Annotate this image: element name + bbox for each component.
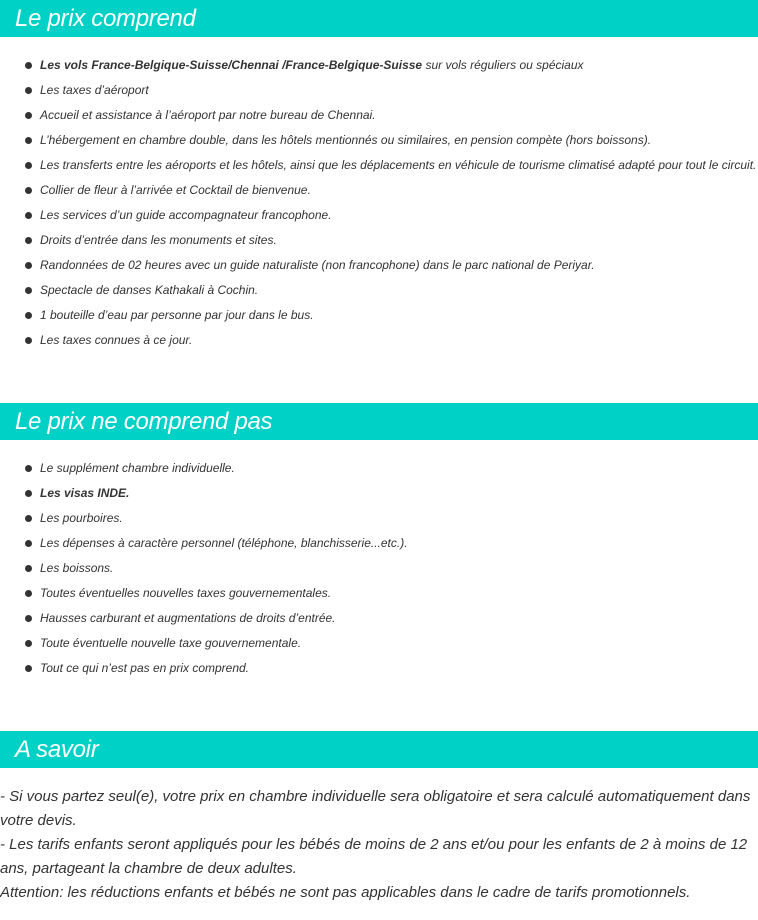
- list-item-bold-text: Les vols France-Belgique-Suisse/Chennai /France-Belgique-Suisse: [40, 58, 423, 72]
- list-item: [0, 203, 758, 228]
- bullet-icon: [25, 262, 32, 269]
- list-item: [0, 556, 758, 581]
- list-item: [0, 581, 758, 606]
- bullet-icon: [25, 590, 32, 597]
- bullet-icon: [25, 665, 32, 672]
- included-section-header: [0, 0, 758, 37]
- list-item: [0, 606, 758, 631]
- list-item: [0, 278, 758, 303]
- savoir-line: - Les tarifs enfants seront appliqués pour les bébés de moins de 2 ans et/ou pour les enfants de 2 à moins de 12 ans, partageant la chambre de deux adultes.: [0, 836, 748, 877]
- list-item-text: Les taxes connues à ce jour.: [40, 333, 193, 347]
- list-item-text: L’hébergement en chambre double, dans les hôtels mentionnés ou similaires, en pension compète (hors boissons).: [40, 133, 652, 147]
- list-item-text: Les pourboires.: [40, 511, 123, 525]
- list-item-bold-text: Les visas INDE.: [40, 486, 130, 500]
- list-item-text: Les transferts entre les aéroports et les hôtels, ainsi que les déplacements en véhicule de tourisme climatisé adapté pour tout le circuit.: [40, 158, 757, 172]
- list-item: [0, 153, 758, 178]
- excluded-section-header: [0, 403, 758, 440]
- included-section-title: Le prix comprend: [15, 5, 196, 32]
- list-item: [0, 481, 758, 506]
- list-item: [0, 656, 758, 681]
- bullet-icon: [25, 490, 32, 497]
- list-item-text: Toute éventuelle nouvelle taxe gouvernementale.: [40, 636, 302, 650]
- bullet-icon: [25, 515, 32, 522]
- excluded-list: [0, 456, 758, 681]
- savoir-line: Attention: les réductions enfants et bébés ne sont pas applicables dans le cadre de tarifs promotionnels.: [0, 884, 691, 901]
- bullet-icon: [25, 62, 32, 69]
- savoir-text: [0, 785, 758, 905]
- list-item: [0, 178, 758, 203]
- bullet-icon: [25, 337, 32, 344]
- list-item-text: Tout ce qui n’est pas en prix comprend.: [40, 661, 250, 675]
- bullet-icon: [25, 237, 32, 244]
- list-item: [0, 456, 758, 481]
- included-list: [0, 53, 758, 353]
- bullet-icon: [25, 87, 32, 94]
- list-item-text: Spectacle de danses Kathakali à Cochin.: [40, 283, 259, 297]
- list-item-text: Les taxes d’aéroport: [40, 83, 149, 97]
- list-item-text: Toutes éventuelles nouvelles taxes gouvernementales.: [40, 586, 332, 600]
- list-item-text: Randonnées de 02 heures avec un guide naturaliste (non francophone) dans le parc national de Periyar.: [40, 258, 595, 272]
- list-item-text: Droits d’entrée dans les monuments et sites.: [40, 233, 277, 247]
- list-item-text: Accueil et assistance à l’aéroport par notre bureau de Chennai.: [40, 108, 376, 122]
- bullet-icon: [25, 137, 32, 144]
- bullet-icon: [25, 287, 32, 294]
- list-item: [0, 506, 758, 531]
- savoir-section-header: [0, 731, 758, 768]
- list-item-text: Les boissons.: [40, 561, 114, 575]
- list-item: [0, 103, 758, 128]
- list-item: [0, 53, 758, 78]
- bullet-icon: [25, 212, 32, 219]
- list-item-text: Les services d’un guide accompagnateur francophone.: [40, 208, 332, 222]
- excluded-section-title: Le prix ne comprend pas: [15, 408, 273, 435]
- list-item: [0, 253, 758, 278]
- list-item-text: Collier de fleur à l’arrivée et Cocktail de bienvenue.: [40, 183, 311, 197]
- bullet-icon: [25, 187, 32, 194]
- bullet-icon: [25, 112, 32, 119]
- savoir-line: - Si vous partez seul(e), votre prix en chambre individuelle sera obligatoire et sera calculé automatiquement dans votre devis.: [0, 788, 751, 829]
- bullet-icon: [25, 540, 32, 547]
- bullet-icon: [25, 640, 32, 647]
- bullet-icon: [25, 565, 32, 572]
- list-item: [0, 631, 758, 656]
- list-item: [0, 328, 758, 353]
- list-item-text: Hausses carburant et augmentations de droits d’entrée.: [40, 611, 336, 625]
- list-item: [0, 128, 758, 153]
- bullet-icon: [25, 615, 32, 622]
- list-item-text: Le supplément chambre individuelle.: [40, 461, 235, 475]
- list-item-text: 1 bouteille d’eau par personne par jour dans le bus.: [40, 308, 314, 322]
- list-item-text: sur vols réguliers ou spéciaux: [422, 58, 584, 72]
- bullet-icon: [25, 162, 32, 169]
- list-item: [0, 531, 758, 556]
- bullet-icon: [25, 312, 32, 319]
- list-item: [0, 228, 758, 253]
- list-item: [0, 78, 758, 103]
- list-item: [0, 303, 758, 328]
- bullet-icon: [25, 465, 32, 472]
- list-item-text: Les dépenses à caractère personnel (téléphone, blanchisserie...etc.).: [40, 536, 408, 550]
- savoir-section-title: A savoir: [15, 736, 99, 763]
